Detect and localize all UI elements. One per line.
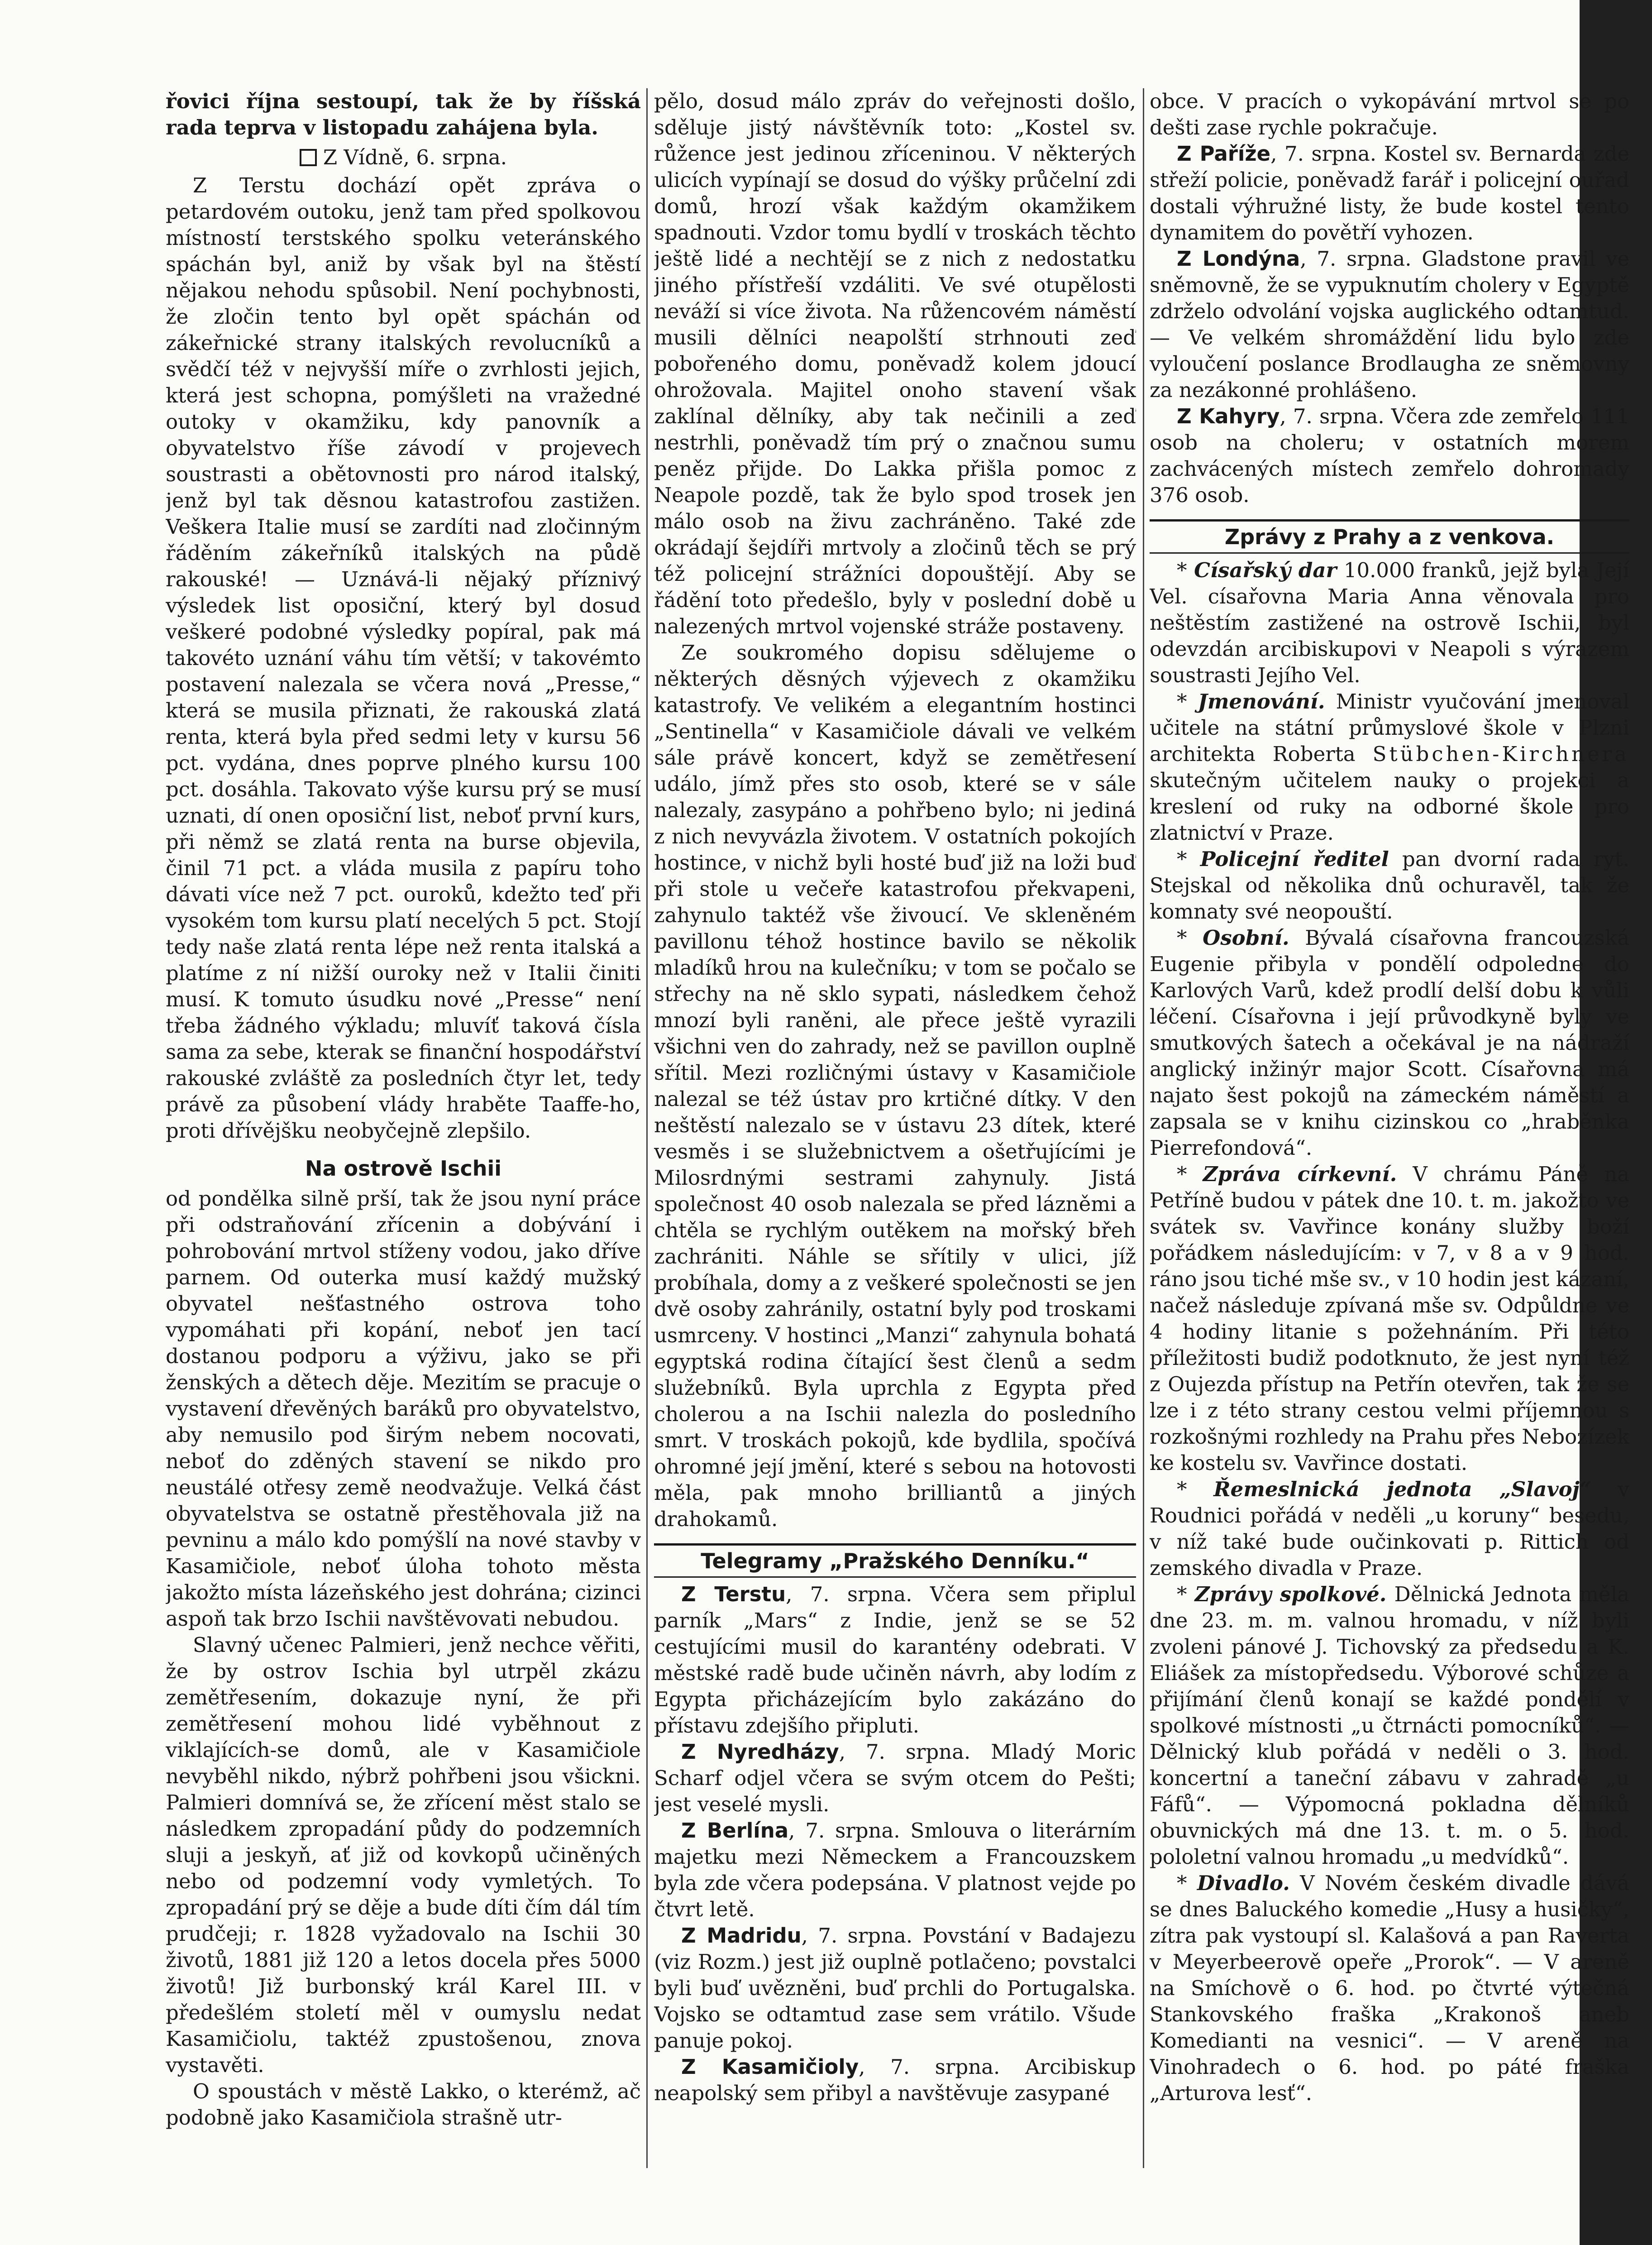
section-heading-telegrams: Telegramy „Pražského Denníku.“ <box>654 1543 1136 1578</box>
telegram-place: Z Madridu <box>681 1924 802 1948</box>
news-item-text: V chrámu Páně na Petříně budou v pátek dne 10. t. m. jakožto ve svátek sv. Vavřince konány služby boží pořádkem následujícím: v 7, v 8 a v 9 hod. ráno jsou tiché mše sv., v 10 hodin jest kázaní, načež následuje zpívaná mše sv. Odpůldne ve 4 hodiny litanie s požehnáním. Při této příležitosti budiž podotknuto, že jest nyní též z Oujezda přístup na Petřín otevřen, tak že se lze i z této strany cestou velmi příjemnou s rozkošnými rozhledy na Prahu přes Nebozízek ke kostelu sv. Vavřince dostati. <box>1150 1162 1629 1475</box>
telegram-item <box>1150 141 1629 246</box>
column-divider-right <box>1143 88 1144 2168</box>
telegram-place: Z Kahyry <box>1177 404 1280 428</box>
intro-paragraph: řovici října sestoupí, tak že by říšská rada teprva v listopadu zahájena byla. <box>166 89 641 139</box>
telegram-item <box>654 1581 1136 1739</box>
article-paragraph: Slavný učenec Palmieri, jenž nechce věřiti, že by ostrov Ischia byl utrpěl zkázu zemětřesením, dokazuje nyní, že při zemětřesení mohou lidé vyběhnout z viklajících-se domů, ale v Kasamičiole nevyběhl nikdo, nýbrž pohřbeni jsou všickni. Palmieri domnívá se, že zřícení měst stalo se následkem zpropadání půdy do podzemních sluji a jeskyň, ať již od kovkopů učiněných nebo od podzemní vody vymletých. To zpropadání prý se děje a bude díti čím dál tím prudčeji; r. 1828 vyžadovalo na Ischii 30 životů, 1881 již 120 a letos docela přes 5000 životů! Již burbonský král Karel III. v předešlém století měl v oumyslu nedat Kasamičiolu, taktéž zpustošenou, znova vystavěti. <box>166 1633 641 2077</box>
column-2 <box>654 88 1136 2168</box>
news-item-name: Stübchen-Kirchnera <box>1372 742 1629 766</box>
news-item-text: pan dvorní rada ryt. Stejskal od několika dnů ochuravěl, tak že komnaty své neopouští. <box>1150 847 1629 924</box>
telegram-item <box>1150 246 1629 403</box>
telegram-text: , 7. srpna. Smlouva o literárním majetku mezi Německem a Francouzskem byla zde včera podepsána. V platnost vejde po čtvrt letě. <box>654 1819 1136 1921</box>
telegram-item <box>654 2054 1136 2106</box>
telegram-item <box>654 1818 1136 1923</box>
article-paragraph: Ze soukromého dopisu sdělujeme o některých děsných výjevech z okamžiku katastrofy. Ve velikém a elegantním hostinci „Sentinella“ v Kasamičiole dávali ve velkém sále právě koncert, když se zemětřesení událo, jímž přes sto osob, které se v sále nalezaly, zasypáno a pohřbeno bylo; ni jediná z nich nevyvázla životem. V ostatních pokojích hostince, v nichž byli hosté buď již na loži buď při stole u večeře katastrofou překvapeni, zahynulo taktéž vše živoucí. Ve skleněném pavillonu téhož hostince bavilo se několik mladíků hrou na kulečníku; v tom se počalo se střechy na ně sklo sypati, následkem čehož mnozí byli raněni, ale přece ještě vyrazili všichni ven do zahrady, než se pavillon ouplně sřítil. Mezi rozličnými ústavy v Kasamičiole nalezal se též ústav pro krtičné dítky. V den neštěstí nalezalo se v ústavu 23 dítek, které vesměs i se služebnictvem a ošetřujícími je Milosrdnými sestrami zahynuly. Jistá společnost 40 osob nalezala se před lázněmi a chtěla se rychlým outěkem na mořský břeh zachrániti. Náhle se sřítily v ulici, jíž probíhala, domy a z veškeré společnosti se jen dvě osoby zahránily, ostatní byly pod troskami usmrceny. V hostinci „Manzi“ zahynula bohatá egyptská rodina čítající šest členů a sedm služebníků. Byla uprchla z Egypta před cholerou a na Ischii nalezla do posledního smrt. V troskách pokojů, kde bydlila, spočívá ohromné její jmění, které s sebou na hotovosti měla, pak mnoho brilliantů a jiných drahokamů. <box>654 641 1136 1531</box>
telegram-item <box>654 1739 1136 1818</box>
telegram-place: Z Londýna <box>1177 247 1300 271</box>
dateline-vienna <box>166 144 641 171</box>
news-item-title: Císařský dar <box>1194 558 1337 582</box>
telegram-text: , 7. srpna. Mladý Moric Scharf odjel včera se svým otcem do Pešti; jest veselé mysli. <box>654 1740 1136 1816</box>
news-item-title: Jmenování. <box>1198 689 1325 713</box>
news-item: * Řemeslnická jednota „Slavoj“ v Roudnici pořádá v neděli „u koruny“ besedu, v níž také bude oučinkovati p. Rittich od zemského divadla v Praze. <box>1150 1477 1629 1580</box>
news-item: * Policejní ředitel pan dvorní rada ryt. Stejskal od několika dnů ochuravěl, tak že komnaty své neopouští. <box>1150 847 1629 924</box>
telegram-continuation: obce. V pracích o vykopávání mrtvol se po dešti zase rychle pokračuje. <box>1150 89 1629 139</box>
telegram-place: Z Paříže <box>1177 142 1271 166</box>
news-item-text: V Novém českém divadle dává se dnes Baluckého komedie „Husy a husičky“, zítra pak vystoupí sl. Kalašová a pan Raverta v Meyerbeerově opeře „Prorok“. — V areně na Smíchově o 6. hod. po čtvrté výtečná Stankovského fraška „Krakonoš aneb Komedianti na vesnici“. — V areně na Vinohradech o 6. hod. po páté fraška „Arturova lesť“. <box>1150 1871 1629 2105</box>
dateline-text: Z Vídně, 6. srpna. <box>323 145 507 169</box>
news-item: * Osobní. Bývalá císařovna francouzská Eugenie přibyla v pondělí odpoledne do Karlových Varů, kdež prodlí delší dobu k vůli léčení. Císařovna i její průvodkyně byly ve smutkových šatech a očekával je na nádraží anglický inžinýr major Scott. Císařovna má najato šest pokojů na zámeckém náměstí a zapsala se v knihu cizinskou co „hraběnka Pierrefondová“. <box>1150 926 1629 1160</box>
news-item-title: Zprávy spolkové. <box>1194 1582 1387 1606</box>
square-marker-icon <box>300 149 317 166</box>
news-item-text: v Roudnici pořádá v neděli „u koruny“ besedu, v níž také bude oučinkovati p. Rittich od zemského divadla v Praze. <box>1150 1477 1629 1580</box>
telegram-place: Z Terstu <box>681 1582 786 1606</box>
telegram-place: Z Nyredházy <box>681 1740 839 1764</box>
section-heading-ischia: Na ostrově Ischii <box>305 1156 502 1181</box>
news-item-title: Zpráva církevní. <box>1203 1162 1397 1186</box>
news-item-text: skutečným učitelem nauky o projekci a kreslení od ruky na odborné škole pro zlatnictví v Praze. <box>1150 768 1629 845</box>
news-item: * Zpráva církevní. V chrámu Páně na Petříně budou v pátek dne 10. t. m. jakožto ve svátek sv. Vavřince konány služby boží pořádkem následujícím: v 7, v 8 a v 9 hod. ráno jsou tiché mše sv., v 10 hodin jest kázaní, načež následuje zpívaná mše sv. Odpůldne ve 4 hodiny litanie s požehnáním. Při této příležitosti budiž podotknuto, že jest nyní též z Oujezda přístup na Petřín otevřen, tak že se lze i z této strany cestou velmi příjemnou s rozkošnými rozhledy na Prahu přes Nebozízek ke kostelu sv. Vavřince dostati. <box>1150 1162 1629 1475</box>
column-divider-left <box>646 88 648 2168</box>
article-paragraph: Z Terstu dochází opět zpráva o petardovém outoku, jenž tam před spolkovou místností terstského spolku veteránského spáchán byl, aniž by však byl na štěstí nějakou nehodu spůsobil. Není pochybnosti, že zločin tento byl opět spáchán od zákeřnické strany italských revolucníků a svědčí též v nejvyšší míře o zvrhlosti jejich, která jest schopna, pomýšleti na vražedné outoky v okamžiku, kdy panovník a obyvatelstvo říše závodí v projevech soustrasti a obětovnosti pro národ italský, jenž byl tak děsnou katastrofou zastižen. Veškera Italie musí se zardíti nad zločinným řáděním zákeřníků italských na půdě rakouské! — Uznává-li nějaký příznivý výsledek list oposiční, který byl dosud veškeré podobné výsledky popíral, pak má takovéto uznání váhu tím větší; v takovémto postavení nalezala se včera nová „Presse,“ která se musila přiznati, že rakouská zlatá renta, která byla před sedmi lety v kursu 56 pct. vydána, dnes poprve plného kursu 100 pct. dosáhla. Takovato výše kursu prý se musí uznati, dí onen oposiční list, neboť první kurs, při němž se zlatá renta na burse objevila, činil 71 pct. a vláda musila z papíru toho dávati více než 7 pct. ouroků, kdežto teď při vysokém tom kursu platí necelých 5 pct. Stojí tedy naše zlatá renta lépe než renta italská a platíme z ní nižší ouroky než v Italii činiti musí. K tomuto úsudku nové „Presse“ není třeba žádného výkladu; mluvíť taková čísla sama za sebe, kterak se finanční hospodářství rakouské zvláště za posledních čtyr let, tedy právě za působení vlády hraběte Taaffe-ho, proti dřívějšku neobyčejně zlepšilo. <box>166 173 641 1143</box>
news-item-text: 10.000 franků, jejž byla Její Vel. císařovna Maria Anna věnovala pro neštěstím zastižené na ostrově Ischii, byl odevzdán arcibiskupovi v Neapoli s výrazem soustrasti Jejího Vel. <box>1150 558 1629 687</box>
telegram-text: , 7. srpna. Včera zde zemřelo 111 osob na choleru; v ostatních morem zachvácených místech zemřelo dohromady 376 osob. <box>1150 404 1629 507</box>
telegram-text: , 7. srpna. Gladstone pravil ve sněmovně, že se vypuknutím cholery v Egyptě zdrželo odvolání vojska auglického odtamtud. — Ve velkém shromáždění lidu bylo zde vyloučení poslance Brodlaugha ze sněmovny za nezákonné prohlášeno. <box>1150 247 1629 402</box>
news-item-title: Policejní ředitel <box>1200 847 1389 871</box>
telegram-item <box>654 1923 1136 2054</box>
telegram-text: , 7. srpna. Kostel sv. Bernarda zde střeží policie, poněvadž farář i policejní ouřad dostali výhružné listy, že bude kostel tento dynamitem do povětří vyhozen. <box>1150 142 1629 244</box>
news-item-text: Ministr vyučování jmenoval učitele na státní průmyslové škole v Plzni architekta Roberta <box>1150 689 1629 766</box>
telegram-place: Z Kasamičioly <box>681 2055 859 2079</box>
telegram-text: , 7. srpna. Povstání v Badajezu (viz Rozm.) jest již ouplně potlačeno; povstalci byli buď uvězněni, buď prchli do Portugalska. Vojsko se odtamtud zase sem vrátilo. Všude panuje pokoj. <box>654 1924 1136 2053</box>
telegram-text: , 7. srpna. Arcibiskup neapolský sem přibyl a navštěvuje zasypané <box>654 2055 1136 2105</box>
section-heading-news: Zprávy z Prahy a z venkova. <box>1150 519 1629 554</box>
article-paragraph: od pondělka silně prší, tak že jsou nyní práce při odstraňování zřícenin a dobývání i pohrobování mrtvol stíženy vodou, jako dříve parnem. Od outerka musí každý mužský obyvatel nešťastného ostrova toho vypomáhati při kopání, neboť jen tací dostanou podporu a výživu, jako se při ženských a dětech děje. Mezitím se pracuje o vystavení dřevěných baráků pro obyvatelstvo, aby nemusilo pod širým nebem nocovati, neboť do zděných stavení se nikdo pro neustálé otřesy země neodvažuje. Velká část obyvatelstva se ostatně přestěhovala již na pevninu a málo kdo pomýšlí na nové stavby v Kasamičiole, neboť úloha tohoto města jakožto místa lázeňského jest dohrána; cizinci aspoň tak brzo Ischii navštěvovati nebudou. <box>166 1187 641 1631</box>
news-item-text: Bývalá císařovna francouzská Eugenie přibyla v pondělí odpoledne do Karlových Varů, kdež prodlí delší dobu k vůli léčení. Císařovna i její průvodkyně byly ve smutkových šatech a očekával je na nádraží anglický inžinýr major Scott. Císařovna má najato šest pokojů na zámeckém náměstí a zapsala se v knihu cizinskou co „hraběnka Pierrefondová“. <box>1150 926 1629 1160</box>
column-3 <box>1150 88 1629 2168</box>
news-item: * Jmenování. Ministr vyučování jmenoval učitele na státní průmyslové škole v Plzni architekta Roberta Stübchen-Kirchnera skutečným učitelem nauky o projekci a kreslení od ruky na odborné škole pro zlatnictví v Praze. <box>1150 689 1629 845</box>
column-1 <box>166 88 641 2168</box>
news-item-title: Divadlo. <box>1197 1871 1290 1895</box>
article-paragraph: O spoustách v městě Lakko, o kterémž, ač podobně jako Kasamičiola strašně utr- <box>166 2079 641 2130</box>
article-paragraph: pělo, dosud málo zpráv do veřejnosti došlo, sděluje jistý návštěvník toto: „Kostel sv. růžence jest jedinou zříceninou. V některých ulicích vypínají se dosud do výšky průčelní zdi domů, hrozí však každým okamžikem spadnouti. Vzdor tomu bydlí v troskách těchto ještě lidé a nechtějí se z nich z nedostatku jiného přístřeší vzdáliti. Ve své otupělosti neváží si více života. Na růžencovém náměstí musili dělníci neapolští strhnouti zeď pobořeného domu, poněvadž kolem jdoucí ohrožovala. Majitel onoho stavení však zaklínal dělníky, aby tak nečinili a zeď nestrhli, poněvadž tím prý o značnou sumu peněz přijde. Do Lakka přišla pomoc z Neapole pozdě, tak že bylo spod trosek jen málo osob na živu zachráněno. Také zde okrádají šejdíři mrtvoly a zločinů těch se prý též policejní strážníci dopouštějí. Aby se řádění toto předešlo, byly v poslední době u nalezených mrtvol vojenské stráže postaveny. <box>654 89 1136 638</box>
news-item: * Divadlo. V Novém českém divadle dává se dnes Baluckého komedie „Husy a husičky“, zítra pak vystoupí sl. Kalašová a pan Raverta v Meyerbeerově opeře „Prorok“. — V areně na Smíchově o 6. hod. po čtvrté výtečná Stankovského fraška „Krakonoš aneb Komedianti na vesnici“. — V areně na Vinohradech o 6. hod. po páté fraška „Arturova lesť“. <box>1150 1871 1629 2105</box>
news-item-title: Osobní. <box>1203 926 1289 950</box>
telegram-item <box>1150 403 1629 508</box>
news-item-text: Dělnická Jednota měla dne 23. m. m. valnou hromadu, v níž byli zvoleni pánové J. Tichovský za předsedu a K. Eliášek za místopředsedu. Výborové schůze a přijímání členů konají se každé pondělí v spolkové místnosti „u čtrnácti pomocníků“. — Dělnický klub pořádá v neděli o 3. hod. koncertní a taneční zábavu v zahradě „u Fáfů“. — Výpomocná pokladna dělníků obuvnických má dne 13. t. m. o 5. hod. pololetní valnou hromadu „u medvídků“. <box>1150 1582 1629 1869</box>
news-item-title: Řemeslnická jednota „Slavoj“ <box>1213 1477 1591 1501</box>
telegram-place: Z Berlína <box>681 1819 789 1843</box>
telegram-text: , 7. srpna. Včera sem připlul parník „Mars“ z Indie, jenž se se 52 cestujícími musil do karantény odebrati. V městské radě bude učiněn návrh, aby lodím z Egypta přicházejícím bylo zakázáno do přístavu zdejšího připluti. <box>654 1582 1136 1738</box>
news-item: * Císařský dar 10.000 franků, jejž byla Její Vel. císařovna Maria Anna věnovala pro neštěstím zastižené na ostrově Ischii, byl odevzdán arcibiskupovi v Neapoli s výrazem soustrasti Jejího Vel. <box>1150 558 1629 687</box>
news-item: * Zprávy spolkové. Dělnická Jednota měla dne 23. m. m. valnou hromadu, v níž byli zvoleni pánové J. Tichovský za předsedu a K. Eliášek za místopředsedu. Výborové schůze a přijímání členů konají se každé pondělí v spolkové místnosti „u čtrnácti pomocníků“. — Dělnický klub pořádá v neděli o 3. hod. koncertní a taneční zábavu v zahradě „u Fáfů“. — Výpomocná pokladna dělníků obuvnických má dne 13. t. m. o 5. hod. pololetní valnou hromadu „u medvídků“. <box>1150 1582 1629 1869</box>
